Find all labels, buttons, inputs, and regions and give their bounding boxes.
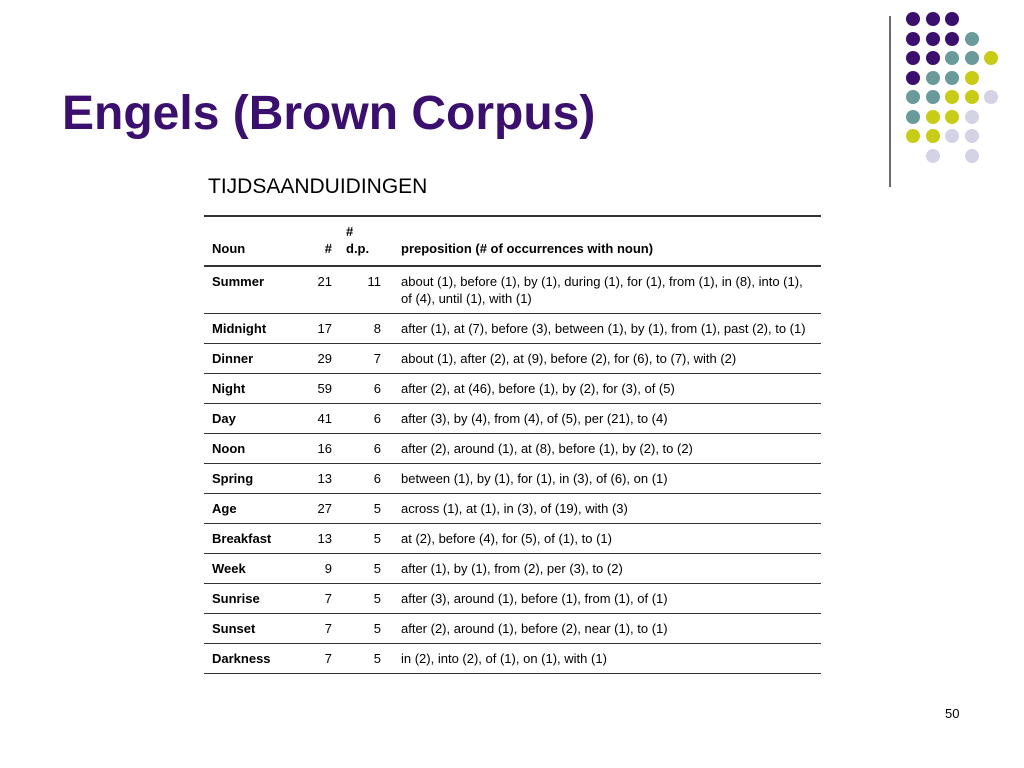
table-row — [204, 314, 821, 344]
cell-noun: Week — [204, 554, 298, 584]
cell-dp: 5 — [338, 524, 387, 554]
cell-preposition: across (1), at (1), in (3), of (19), with (3) — [387, 494, 821, 524]
cell-noun: Sunrise — [204, 584, 298, 614]
decorative-dot — [965, 71, 979, 85]
decorative-dot — [945, 12, 959, 26]
table-header-row — [204, 216, 821, 266]
cell-noun: Breakfast — [204, 524, 298, 554]
decorative-dot — [926, 32, 940, 46]
table-row — [204, 464, 821, 494]
page-number: 50 — [945, 706, 960, 721]
cell-dp: 5 — [338, 644, 387, 674]
cell-count: 17 — [298, 314, 338, 344]
decorative-dot — [926, 71, 940, 85]
cell-noun: Midnight — [204, 314, 298, 344]
cell-count: 13 — [298, 464, 338, 494]
cell-count: 16 — [298, 434, 338, 464]
cell-preposition: after (3), around (1), before (1), from (1), of (1) — [387, 584, 821, 614]
decorative-dot — [965, 51, 979, 65]
cell-dp: 11 — [338, 266, 387, 314]
decorative-dot — [965, 32, 979, 46]
cell-dp: 6 — [338, 374, 387, 404]
cell-preposition: after (2), around (1), before (2), near (1), to (1) — [387, 614, 821, 644]
cell-count: 59 — [298, 374, 338, 404]
header-dp-line2: d.p. — [346, 241, 370, 256]
table-body — [204, 266, 821, 674]
cell-preposition: at (2), before (4), for (5), of (1), to (1) — [387, 524, 821, 554]
table-row — [204, 344, 821, 374]
decorative-dot — [965, 90, 979, 104]
cell-noun: Dinner — [204, 344, 298, 374]
cell-noun: Noon — [204, 434, 298, 464]
decorative-dot — [906, 110, 920, 124]
cell-preposition: after (2), at (46), before (1), by (2), for (3), of (5) — [387, 374, 821, 404]
cell-preposition: about (1), after (2), at (9), before (2), for (6), to (7), with (2) — [387, 344, 821, 374]
decorative-dot — [906, 12, 920, 26]
table-row — [204, 524, 821, 554]
cell-count: 29 — [298, 344, 338, 374]
cell-dp: 5 — [338, 614, 387, 644]
table-caption: TIJDSAANDUIDINGEN — [208, 175, 428, 198]
table-row — [204, 614, 821, 644]
decorative-dot — [945, 110, 959, 124]
table-row — [204, 374, 821, 404]
cell-dp: 5 — [338, 494, 387, 524]
cell-preposition: after (3), by (4), from (4), of (5), per (21), to (4) — [387, 404, 821, 434]
cell-noun: Darkness — [204, 644, 298, 674]
table-row — [204, 494, 821, 524]
table-row — [204, 434, 821, 464]
decorative-dot — [945, 51, 959, 65]
table-row — [204, 266, 821, 314]
cell-noun: Night — [204, 374, 298, 404]
cell-dp: 5 — [338, 584, 387, 614]
decorative-dot — [906, 32, 920, 46]
header-dp-line1: # — [346, 224, 354, 239]
cell-dp: 6 — [338, 434, 387, 464]
prepositions-table — [204, 215, 821, 674]
decorative-dot — [926, 129, 940, 143]
header-count: # — [298, 216, 338, 266]
slide-title: Engels (Brown Corpus) — [62, 87, 596, 140]
cell-noun: Summer — [204, 266, 298, 314]
table-row — [204, 584, 821, 614]
cell-preposition: after (1), by (1), from (2), per (3), to (2) — [387, 554, 821, 584]
decorative-dot — [965, 110, 979, 124]
decorative-dot — [984, 90, 998, 104]
decorative-dot — [984, 51, 998, 65]
header-noun: Noun — [204, 216, 298, 266]
cell-preposition: between (1), by (1), for (1), in (3), of (6), on (1) — [387, 464, 821, 494]
cell-count: 21 — [298, 266, 338, 314]
decorative-dot-grid — [906, 12, 1016, 172]
cell-preposition: after (1), at (7), before (3), between (1), by (1), from (1), past (2), to (1) — [387, 314, 821, 344]
cell-count: 41 — [298, 404, 338, 434]
cell-dp: 7 — [338, 344, 387, 374]
decorative-dot — [906, 90, 920, 104]
decorative-dot — [926, 51, 940, 65]
table-row — [204, 554, 821, 584]
decorative-dot — [945, 90, 959, 104]
cell-dp: 6 — [338, 404, 387, 434]
cell-preposition: after (2), around (1), at (8), before (1), by (2), to (2) — [387, 434, 821, 464]
decorative-dot — [926, 110, 940, 124]
decorative-dot — [945, 129, 959, 143]
cell-count: 9 — [298, 554, 338, 584]
table-row — [204, 404, 821, 434]
table-row — [204, 644, 821, 674]
decorative-dot — [906, 129, 920, 143]
decorative-dot — [965, 149, 979, 163]
cell-noun: Spring — [204, 464, 298, 494]
decorative-dot — [906, 51, 920, 65]
cell-noun: Day — [204, 404, 298, 434]
header-preposition: preposition (# of occurrences with noun) — [387, 216, 821, 266]
cell-count: 7 — [298, 614, 338, 644]
cell-count: 27 — [298, 494, 338, 524]
decorative-dot — [926, 12, 940, 26]
cell-dp: 6 — [338, 464, 387, 494]
cell-preposition: in (2), into (2), of (1), on (1), with (1) — [387, 644, 821, 674]
cell-count: 7 — [298, 644, 338, 674]
cell-noun: Age — [204, 494, 298, 524]
cell-count: 7 — [298, 584, 338, 614]
cell-noun: Sunset — [204, 614, 298, 644]
cell-dp: 5 — [338, 554, 387, 584]
cell-preposition: about (1), before (1), by (1), during (1), for (1), from (1), in (8), into (1), of (4), until (1), with (1) — [387, 266, 821, 314]
decorative-dot — [965, 129, 979, 143]
cell-dp: 8 — [338, 314, 387, 344]
vertical-divider — [889, 16, 891, 187]
cell-count: 13 — [298, 524, 338, 554]
decorative-dot — [926, 90, 940, 104]
decorative-dot — [926, 149, 940, 163]
decorative-dot — [945, 71, 959, 85]
header-dp — [338, 216, 387, 266]
decorative-dot — [945, 32, 959, 46]
decorative-dot — [906, 71, 920, 85]
